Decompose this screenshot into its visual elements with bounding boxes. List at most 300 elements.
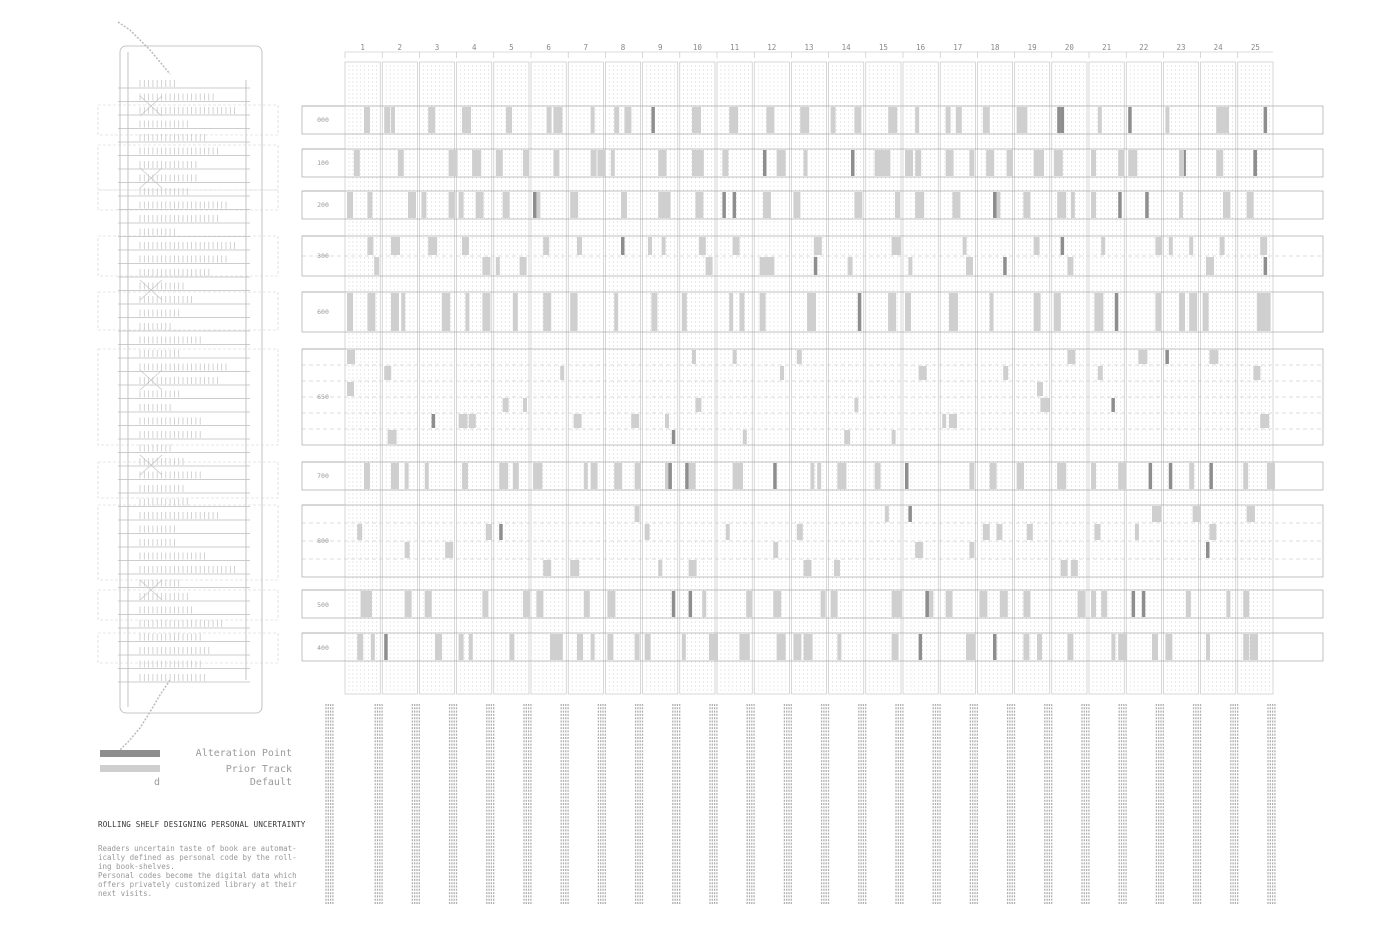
prior-mark <box>476 192 484 218</box>
elevation-group <box>98 590 278 620</box>
alteration-mark <box>1061 107 1065 133</box>
prior-mark <box>1101 237 1105 255</box>
prior-mark <box>1017 107 1025 133</box>
alteration-mark <box>672 591 676 617</box>
prior-mark <box>888 107 897 133</box>
prior-mark <box>1111 634 1115 660</box>
prior-mark <box>533 463 542 489</box>
alteration-mark <box>1145 192 1149 218</box>
alteration-mark <box>1142 591 1146 617</box>
prior-mark <box>1138 350 1147 364</box>
elevation-frame <box>120 46 262 713</box>
legend-alteration-label: Alteration Point <box>195 748 292 759</box>
prior-mark <box>963 237 967 255</box>
prior-mark <box>766 107 774 133</box>
prior-mark <box>905 293 911 331</box>
prior-mark <box>1189 463 1194 489</box>
elevation-group <box>98 236 278 276</box>
prior-mark <box>915 107 919 133</box>
alteration-mark <box>651 107 655 133</box>
prior-mark <box>892 430 896 444</box>
alteration-mark <box>905 463 909 489</box>
prior-mark <box>469 414 476 428</box>
prior-mark <box>1091 463 1096 489</box>
prior-mark <box>435 634 442 660</box>
prior-mark <box>1264 293 1271 331</box>
prior-mark <box>844 430 850 444</box>
prior-mark <box>729 107 738 133</box>
prior-mark <box>699 237 706 255</box>
alteration-mark <box>993 192 997 218</box>
prior-mark <box>1000 591 1008 617</box>
alteration-mark <box>1132 591 1136 617</box>
prior-mark <box>821 591 826 617</box>
prior-mark <box>482 591 488 617</box>
legend-prior-label: Prior Track <box>225 764 292 775</box>
prior-mark <box>499 463 508 489</box>
prior-mark <box>1098 107 1102 133</box>
prior-mark <box>763 192 771 218</box>
elevation-group <box>98 145 278 190</box>
prior-mark <box>739 293 744 331</box>
elevation-group <box>98 349 278 445</box>
prior-mark <box>1223 107 1229 133</box>
prior-mark <box>445 542 453 558</box>
prior-mark <box>946 150 954 176</box>
prior-mark <box>837 634 841 660</box>
column-label: 15 <box>878 43 888 52</box>
shelf-elevation <box>98 22 278 752</box>
alteration-mark <box>1209 463 1213 489</box>
code-matrix <box>302 52 1323 694</box>
prior-mark <box>969 150 974 176</box>
prior-mark <box>421 192 426 218</box>
legend-default-symbol: d <box>153 777 160 788</box>
elevation-group <box>98 292 278 330</box>
alteration-mark <box>1165 350 1169 364</box>
prior-mark <box>1203 293 1209 331</box>
prior-mark <box>990 463 997 489</box>
prior-mark <box>1247 506 1255 522</box>
prior-mark <box>1179 192 1183 218</box>
prior-mark <box>969 463 974 489</box>
alteration-mark <box>668 463 672 489</box>
prior-mark <box>462 107 471 133</box>
prior-mark <box>1209 350 1218 364</box>
alteration-swatch <box>100 750 160 757</box>
prior-mark <box>408 192 416 218</box>
prior-mark <box>689 463 696 489</box>
prior-mark <box>814 237 822 255</box>
prior-mark <box>966 257 973 275</box>
alteration-mark <box>1128 107 1132 133</box>
alteration-mark <box>814 257 818 275</box>
prior-mark <box>662 150 667 176</box>
prior-mark <box>645 524 650 540</box>
prior-mark <box>1243 591 1249 617</box>
prior-mark <box>391 293 399 331</box>
prior-mark <box>611 150 615 176</box>
column-label: 21 <box>1102 43 1112 52</box>
prior-mark <box>574 414 582 428</box>
prior-mark <box>425 591 432 617</box>
alteration-mark <box>689 591 693 617</box>
prior-mark <box>597 150 605 176</box>
prior-mark <box>391 107 395 133</box>
prior-mark <box>1071 560 1078 576</box>
alteration-mark <box>1061 237 1065 255</box>
prior-mark <box>1037 382 1043 396</box>
alteration-mark <box>919 634 923 660</box>
prior-mark <box>1209 524 1216 540</box>
prior-mark <box>817 463 821 489</box>
prior-mark <box>915 192 924 218</box>
prior-mark <box>1057 192 1066 218</box>
column-label: 25 <box>1250 43 1260 52</box>
prior-mark <box>881 150 890 176</box>
alteration-mark <box>685 463 689 489</box>
column-label: 12 <box>767 43 777 52</box>
prior-mark <box>949 293 958 331</box>
prior-mark <box>695 192 703 218</box>
column-label: 17 <box>953 43 963 52</box>
prior-mark <box>722 150 728 176</box>
prior-mark <box>692 107 701 133</box>
prior-mark <box>1179 150 1184 176</box>
row-label: 400 <box>317 644 329 652</box>
prior-mark <box>614 107 619 133</box>
stairs-top <box>118 22 170 74</box>
prior-mark <box>807 293 816 331</box>
alteration-mark <box>1169 463 1173 489</box>
prior-mark <box>536 591 543 617</box>
prior-mark <box>682 634 686 660</box>
prior-mark <box>888 293 895 331</box>
prior-mark <box>695 398 701 412</box>
prior-mark <box>766 257 774 275</box>
alteration-mark <box>384 634 388 660</box>
prior-mark <box>364 107 370 133</box>
prior-mark <box>905 150 913 176</box>
prior-mark <box>469 634 473 660</box>
prior-mark <box>1189 237 1193 255</box>
prior-mark <box>496 150 503 176</box>
prior-mark <box>983 524 990 540</box>
prior-mark <box>1098 366 1103 380</box>
row-labels <box>317 116 329 652</box>
prior-mark <box>398 150 404 176</box>
prior-mark <box>503 398 509 412</box>
alteration-mark <box>1264 107 1268 133</box>
prior-mark <box>651 293 657 331</box>
column-label: 6 <box>546 43 551 52</box>
prior-mark <box>354 150 360 176</box>
prior-mark <box>760 293 766 331</box>
row-band <box>302 106 1323 134</box>
row-label: 600 <box>317 308 329 316</box>
prior-mark <box>371 634 375 660</box>
prior-mark <box>364 591 372 617</box>
prior-mark <box>614 293 618 331</box>
column-label: 22 <box>1139 43 1149 52</box>
prior-mark <box>465 293 469 331</box>
prior-mark <box>1118 634 1127 660</box>
prior-mark <box>1071 192 1075 218</box>
alteration-mark <box>1003 257 1007 275</box>
prior-mark <box>391 237 400 255</box>
prior-mark <box>367 237 373 255</box>
prior-mark <box>1034 237 1040 255</box>
prior-mark <box>1027 524 1033 540</box>
alteration-mark <box>1118 192 1122 218</box>
prior-mark <box>733 350 737 364</box>
column-label: 10 <box>692 43 702 52</box>
alteration-mark <box>1115 293 1119 331</box>
prior-mark <box>347 382 354 396</box>
prior-mark <box>983 107 990 133</box>
prior-mark <box>523 591 530 617</box>
prior-mark <box>645 634 651 660</box>
prior-mark <box>780 366 784 380</box>
prior-mark <box>1017 463 1021 489</box>
prior-mark <box>570 192 578 218</box>
column-label: 5 <box>509 43 514 52</box>
row-label: 700 <box>317 472 329 480</box>
column-label: 3 <box>434 43 440 52</box>
prior-mark <box>729 293 733 331</box>
prior-mark <box>854 398 858 412</box>
prior-mark <box>347 293 353 331</box>
column-headers <box>345 43 1260 58</box>
prior-mark <box>797 350 802 364</box>
prior-mark <box>692 350 696 364</box>
legend-default-label: Default <box>249 777 292 788</box>
alteration-mark <box>722 192 726 218</box>
prior-mark <box>699 150 704 176</box>
prior-mark <box>777 150 786 176</box>
prior-mark <box>543 293 551 331</box>
column-label: 16 <box>916 43 926 52</box>
prior-mark <box>1037 634 1042 660</box>
prior-mark <box>391 463 399 489</box>
prior-mark <box>1128 150 1137 176</box>
prior-mark <box>405 542 410 558</box>
prior-mark <box>584 463 588 489</box>
prior-mark <box>1165 634 1172 660</box>
prior-mark <box>682 293 687 331</box>
matrix-column <box>1015 62 1050 694</box>
prior-mark <box>520 257 527 275</box>
prior-mark <box>591 150 597 176</box>
prior-mark <box>1091 192 1096 218</box>
prior-mark <box>1037 150 1044 176</box>
prior-mark <box>445 293 450 331</box>
prior-mark <box>1118 150 1124 176</box>
prior-mark <box>1155 237 1162 255</box>
prior-mark <box>949 414 957 428</box>
prior-mark <box>1101 591 1107 617</box>
prior-mark <box>513 463 519 489</box>
prior-mark <box>405 463 409 489</box>
prior-mark <box>1094 524 1100 540</box>
prior-mark <box>777 634 786 660</box>
prior-mark <box>1216 150 1223 176</box>
prior-mark <box>388 430 397 444</box>
alteration-mark <box>733 192 737 218</box>
prior-mark <box>746 591 752 617</box>
prior-mark <box>1260 414 1269 428</box>
prior-mark <box>1118 463 1126 489</box>
prior-mark <box>550 634 559 660</box>
row-label: 650 <box>317 393 329 401</box>
prior-mark <box>648 237 652 255</box>
prior-mark <box>357 524 362 540</box>
prior-mark <box>1054 293 1059 331</box>
elevation-group <box>98 462 278 498</box>
prior-mark <box>797 524 803 540</box>
prior-mark <box>591 463 598 489</box>
prior-mark <box>1247 192 1254 218</box>
prior-mark <box>919 366 927 380</box>
prior-mark <box>1226 591 1230 617</box>
prior-mark <box>425 463 429 489</box>
prior-mark <box>405 591 412 617</box>
prior-mark <box>831 591 838 617</box>
prior-mark <box>800 107 809 133</box>
prior-mark <box>503 192 510 218</box>
prior-mark <box>614 463 622 489</box>
alteration-mark <box>499 524 503 540</box>
prior-mark <box>1179 293 1185 331</box>
column-label: 2 <box>397 43 403 52</box>
prior-mark <box>793 192 800 218</box>
prior-mark <box>1267 463 1275 489</box>
prior-mark <box>1243 463 1248 489</box>
alteration-mark <box>925 591 929 617</box>
prior-mark <box>482 257 490 275</box>
column-label: 24 <box>1213 43 1223 52</box>
prior-mark <box>472 150 481 176</box>
elevation-group <box>98 505 278 580</box>
prior-mark <box>1206 634 1210 660</box>
alteration-mark <box>858 293 862 331</box>
prior-mark <box>591 107 595 133</box>
prior-mark <box>1169 237 1173 255</box>
prior-mark <box>966 634 975 660</box>
prior-mark <box>986 150 994 176</box>
prior-mark <box>367 192 372 218</box>
prior-mark <box>908 257 912 275</box>
prior-mark <box>1206 257 1214 275</box>
alteration-mark <box>1149 463 1153 489</box>
column-label: 1 <box>360 43 365 52</box>
page-title: ROLLING SHELF DESIGNING PERSONAL UNCERTAINTY <box>98 820 306 829</box>
prior-mark <box>570 560 579 576</box>
prior-mark <box>804 150 808 176</box>
alteration-mark <box>1111 398 1115 412</box>
prior-mark <box>1057 463 1066 489</box>
alteration-mark <box>851 150 855 176</box>
prior-mark <box>875 150 883 176</box>
prior-mark <box>357 634 363 660</box>
prior-mark <box>364 463 370 489</box>
prior-mark <box>831 107 836 133</box>
alteration-mark <box>1253 150 1257 176</box>
prior-mark <box>523 150 529 176</box>
alteration-mark <box>1057 107 1061 133</box>
column-label: 20 <box>1064 43 1074 52</box>
prior-mark <box>689 560 697 576</box>
prior-mark <box>834 560 840 576</box>
prior-mark <box>1054 150 1063 176</box>
prior-mark <box>1226 192 1230 218</box>
prior-mark <box>523 398 527 412</box>
prior-mark <box>804 560 812 576</box>
prior-mark <box>1040 398 1049 412</box>
prior-mark <box>543 237 549 255</box>
prior-mark <box>374 257 379 275</box>
prior-mark <box>347 350 355 364</box>
prior-mark <box>482 293 490 331</box>
prior-mark <box>635 506 640 522</box>
prior-mark <box>804 634 813 660</box>
elevation-group <box>98 633 278 663</box>
prior-mark <box>428 107 435 133</box>
prior-mark <box>1220 237 1225 255</box>
alteration-mark <box>432 414 436 428</box>
prior-mark <box>635 463 641 489</box>
prior-mark <box>885 506 889 522</box>
prior-mark <box>459 414 468 428</box>
prior-mark <box>384 366 391 380</box>
prior-mark <box>384 107 390 133</box>
row-label: 100 <box>317 159 329 167</box>
prior-mark <box>560 366 564 380</box>
prior-mark <box>1189 293 1197 331</box>
prior-mark <box>553 107 562 133</box>
code-strings <box>326 704 1275 905</box>
prior-mark <box>591 634 595 660</box>
column-label: 9 <box>657 43 663 52</box>
prior-mark <box>1067 634 1073 660</box>
prior-mark <box>662 237 666 255</box>
prior-mark <box>854 192 862 218</box>
prior-mark <box>1003 366 1008 380</box>
column-label: 13 <box>804 43 814 52</box>
prior-mark <box>915 542 923 558</box>
prior-mark <box>1091 591 1096 617</box>
alteration-mark <box>763 150 767 176</box>
prior-mark <box>773 542 778 558</box>
column-label: 7 <box>583 43 589 52</box>
stairs-bottom <box>118 680 170 752</box>
row-band <box>302 590 1323 618</box>
prior-mark <box>773 591 781 617</box>
column-label: 14 <box>841 43 851 52</box>
prior-mark <box>739 634 744 660</box>
prior-mark <box>1152 506 1161 522</box>
column-label: 11 <box>730 43 740 52</box>
alteration-mark <box>773 463 777 489</box>
prior-mark <box>401 293 405 331</box>
prior-mark <box>459 634 464 660</box>
prior-mark <box>837 463 846 489</box>
row-label: 500 <box>317 601 329 609</box>
row-label: 000 <box>317 116 329 124</box>
prior-mark <box>979 591 987 617</box>
prior-mark <box>547 107 552 133</box>
prior-mark <box>1260 237 1267 255</box>
